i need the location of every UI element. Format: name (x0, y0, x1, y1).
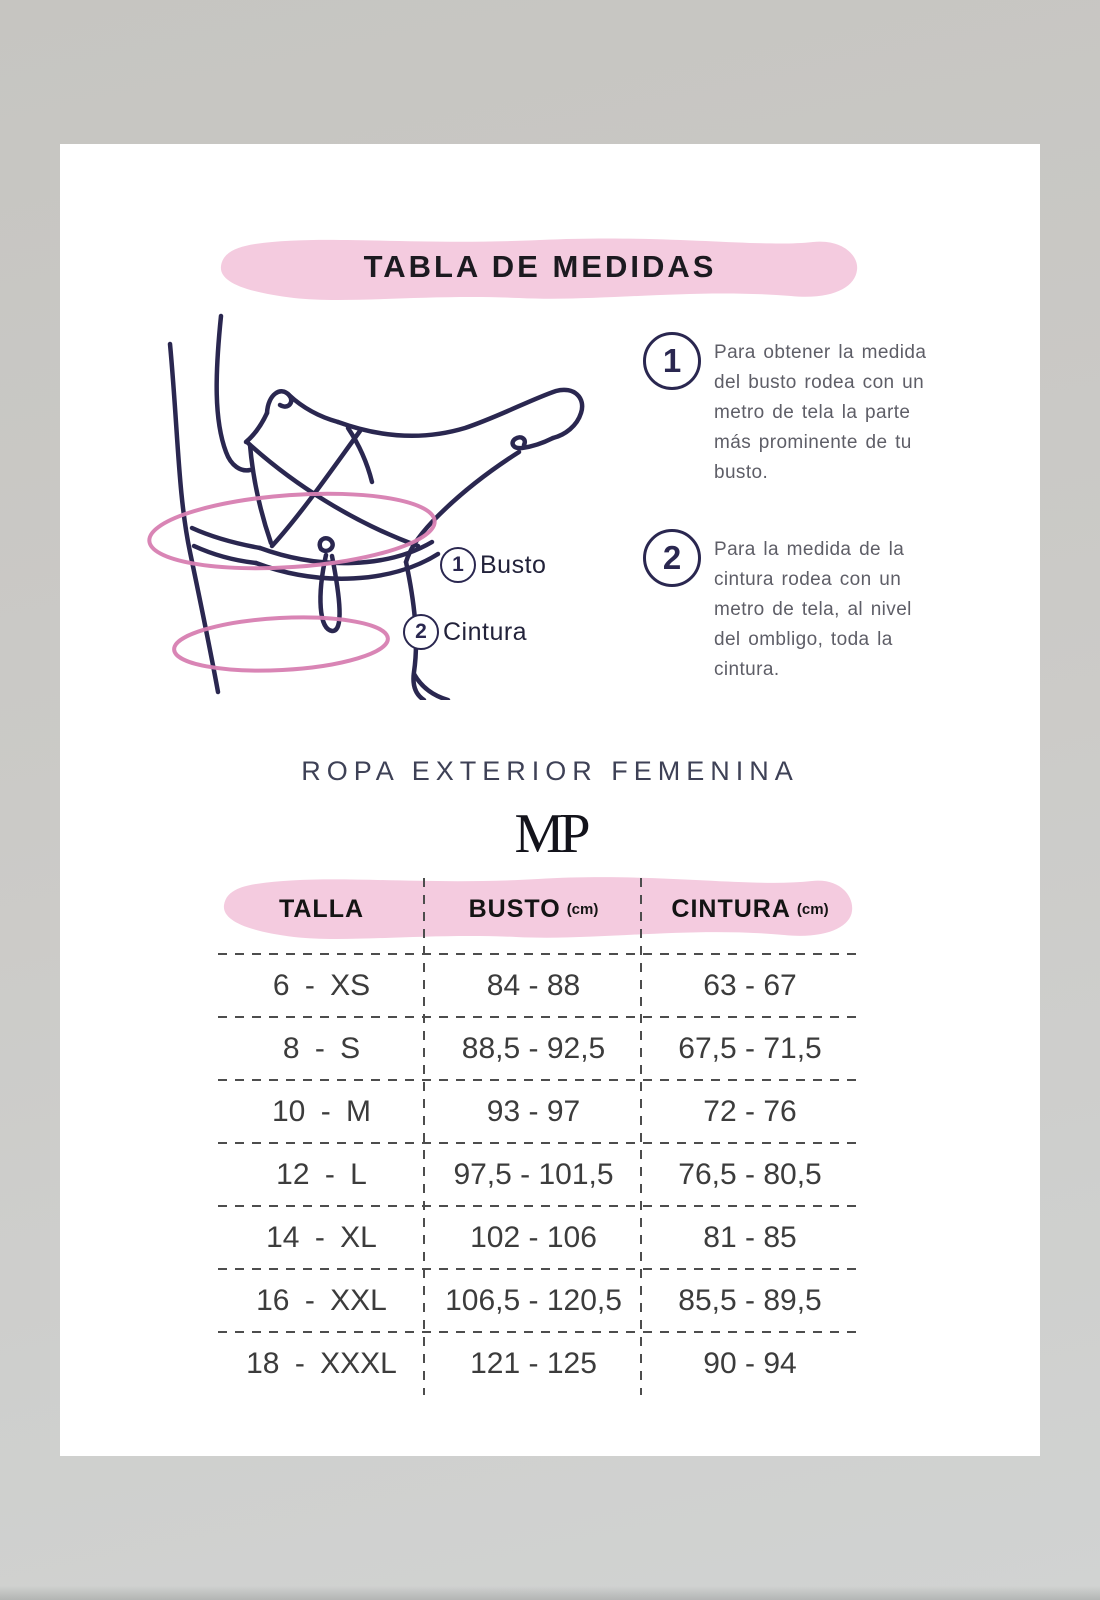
header-unit: (cm) (566, 900, 599, 918)
step-1-circle-icon: 1 (643, 332, 701, 390)
instruction-bust-text: Para obtener la medida del busto rodea con un metro de tela la parte más prominente de tu busto. (714, 342, 927, 483)
size-cell: 18 - XXXL (246, 1346, 397, 1380)
step-2-circle-icon: 2 (643, 529, 701, 587)
instruction-waist (643, 529, 946, 685)
table-row (218, 1143, 858, 1206)
size-cell: 16 - XXL (256, 1283, 387, 1317)
dashed-divider (218, 1268, 858, 1270)
table-row (218, 954, 858, 1017)
dashed-divider (218, 1016, 858, 1018)
instruction-bust (643, 332, 946, 488)
table-header-banner (218, 868, 858, 944)
bust-cell: 84 - 88 (486, 968, 581, 1002)
bust-cell: 88,5 - 92,5 (461, 1031, 606, 1065)
waist-callout (403, 614, 527, 650)
dashed-divider (218, 1142, 858, 1144)
size-cell: 14 - XL (266, 1220, 377, 1254)
size-table (218, 954, 858, 1395)
waist-cell: 90 - 94 (703, 1346, 797, 1380)
column-header-busto (425, 868, 642, 944)
header-unit: (cm) (796, 900, 829, 918)
table-row (218, 1017, 858, 1080)
waist-cell: 67,5 - 71,5 (678, 1031, 822, 1065)
dashed-divider (218, 1079, 858, 1081)
bust-cell: 121 - 125 (470, 1346, 597, 1380)
torso-measurement-illustration (120, 300, 600, 700)
bust-label: Busto (480, 550, 547, 579)
instruction-waist-text: Para la medida de la cintura rodea con un metro de tela, al nivel del ombligo, toda la cintura. (714, 539, 912, 680)
dashed-divider (218, 1205, 858, 1207)
waist-cell: 63 - 67 (703, 968, 797, 1002)
dashed-column-divider (640, 878, 642, 1395)
column-header-talla (218, 868, 425, 944)
measurement-sheet (60, 144, 1040, 1456)
table-row (218, 1080, 858, 1143)
waist-cell: 72 - 76 (703, 1094, 797, 1128)
section-title: ROPA EXTERIOR FEMENINA (301, 756, 799, 786)
table-row (218, 1206, 858, 1269)
bust-callout (440, 547, 546, 583)
dashed-column-divider (423, 878, 425, 1395)
waist-cell: 76,5 - 80,5 (678, 1157, 822, 1191)
waist-cell: 85,5 - 89,5 (678, 1283, 822, 1317)
header-label: CINTURA (671, 894, 791, 923)
measurement-ellipses (147, 485, 437, 675)
number-2-circle-icon: 2 (403, 614, 439, 650)
waist-cell: 81 - 85 (703, 1220, 797, 1254)
size-cell: 6 - XS (272, 968, 371, 1002)
size-cell: 12 - L (276, 1157, 367, 1191)
torso-line-art (120, 300, 600, 700)
title-banner (215, 232, 865, 302)
size-cell: 8 - S (282, 1031, 361, 1065)
table-row (218, 1269, 858, 1332)
bust-cell: 102 - 106 (470, 1220, 597, 1254)
table-row (218, 1332, 858, 1395)
brand-logo: MP (514, 803, 586, 865)
bust-cell: 97,5 - 101,5 (453, 1157, 614, 1191)
column-header-cintura (642, 868, 858, 944)
waist-label: Cintura (443, 617, 528, 646)
header-label: BUSTO (468, 894, 561, 923)
number-1-circle-icon: 1 (440, 547, 476, 583)
dashed-divider (218, 1331, 858, 1333)
bust-cell: 106,5 - 120,5 (445, 1283, 622, 1317)
dashed-divider (218, 953, 858, 955)
page-title: TABLA DE MEDIDAS (363, 249, 717, 284)
bust-cell: 93 - 97 (486, 1094, 581, 1128)
header-label: TALLA (278, 894, 365, 923)
size-cell: 10 - M (271, 1094, 372, 1128)
